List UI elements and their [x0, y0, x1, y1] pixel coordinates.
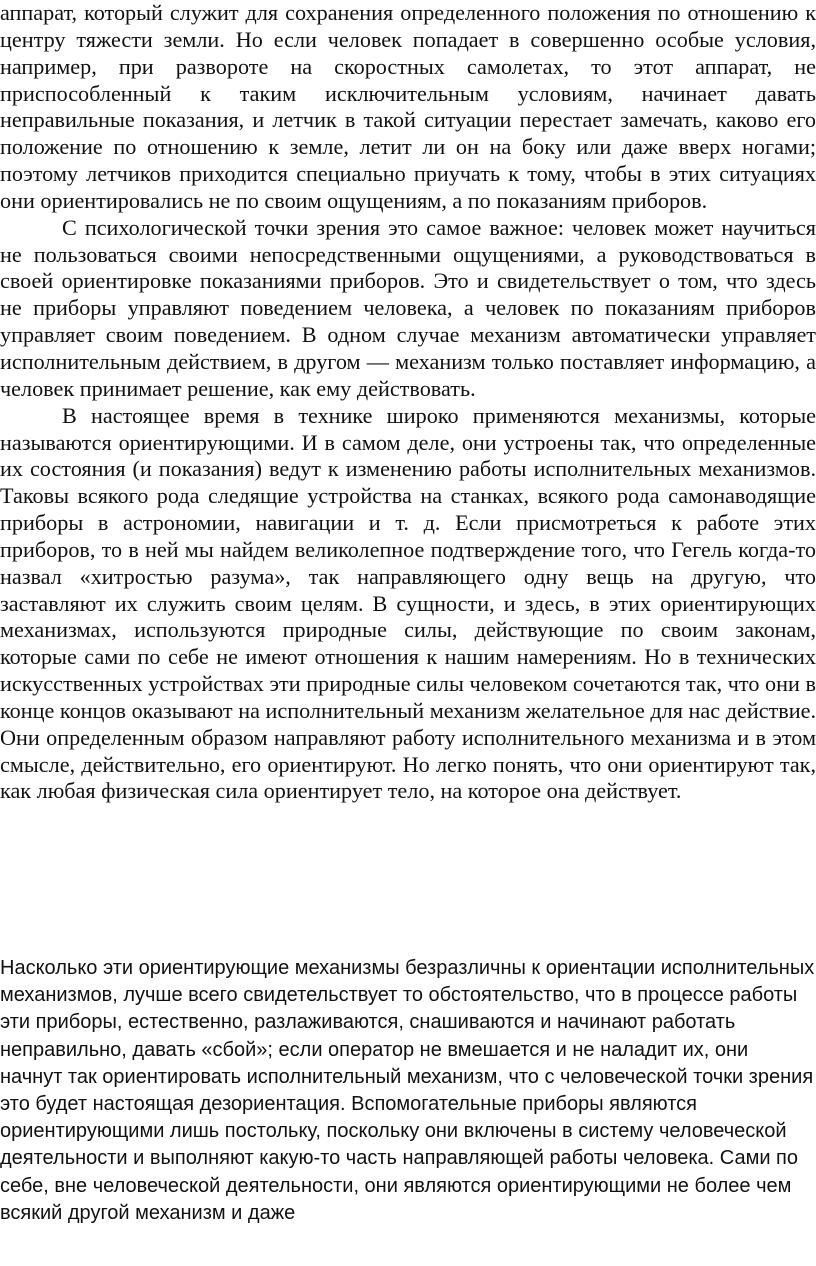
- paragraph-continuation: аппарат, который служит для сохранения определенного положения по отношению к центру тяжести земли. Но если человек попадает в совершенно особые условия, например, при развороте на скоростных самолетах, то этот аппарат, не приспособленный к таким исключительным условиям, начинает давать неправильные показания, и летчик в такой ситуации перестает замечать, каково его положение по отношению к земле, летит ли он на боку или даже вверх ногами; поэтому летчиков приходится специально приучать к тому, чтобы в этих ситуациях они ориентировались не по своим ощущениям, а по показаниям приборов.: [0, 0, 816, 213]
- sans-text-block: [0, 955, 816, 1227]
- paragraph-indifference: Насколько эти ориентирующие механизмы безразличны к ориентации исполнительных механизмов, лучше всего свидетельствует то обстоятельство, что в процессе работы эти приборы, естественно, разлаживаются, снашиваются и начинают работать неправильно, давать «сбой»; если оператор не вмешается и не наладит их, они начнут так ориентировать исполнительный механизм, что с человеческой точки зрения это будет настоящая дезориентация. Вспомогательные приборы являются ориентирующими лишь постольку, поскольку они включены в систему человеческой деятельности и выполняют какую-то часть направляющей работы человека. Сами по себе, вне человеческой деятельности, они являются ориентирующими не более чем всякий другой механизм и даже: [0, 957, 815, 1224]
- paragraph-orienting-mechanisms: В настоящее время в технике широко применяются механизмы, которые называются ориентирующими. И в самом деле, они устроены так, что определенные их состояния (и показания) ведут к изменению работы исполнительных механизмов. Таковы всякого рода следящие устройства на станках, всякого рода самонаводящие приборы в астрономии, навигации и т. д. Если присмотреться к работе этих приборов, то в ней мы найдем великолепное подтверждение того, что Гегель когда-то назвал «хитростью разума», так направляющего одну вещь на другую, что заставляют их служить своим целям. В сущности, и здесь, в этих ориентирующих механизмах, используются природные силы, действующие по своим законам, которые сами по себе не имеют отношения к нашим намерениям. Но в технических искусственных устройствах эти природные силы человеком сочетаются так, что они в конце концов оказывают на исполнительный механизм желательное для нас действие. Они определенным образом направляют работу исполнительного механизма и в этом смысле, действительно, его ориентируют. Но легко понять, что они ориентируют так, как любая физическая сила ориентирует тело, на которое она действует.: [0, 402, 816, 804]
- paragraph-psychology: С психологической точки зрения это самое важное: человек может научиться не пользоваться своими непосредственными ощущениями, а руководствоваться в своей ориентировке показаниями приборов. Это и свидетельствует о том, что здесь не приборы управляют поведением человека, а человек по показаниям приборов управляет своим поведением. В одном случае механизм автоматически управляет исполнительным действием, в другом — механизм только поставляет информацию, а человек принимает решение, как ему действовать.: [0, 214, 816, 401]
